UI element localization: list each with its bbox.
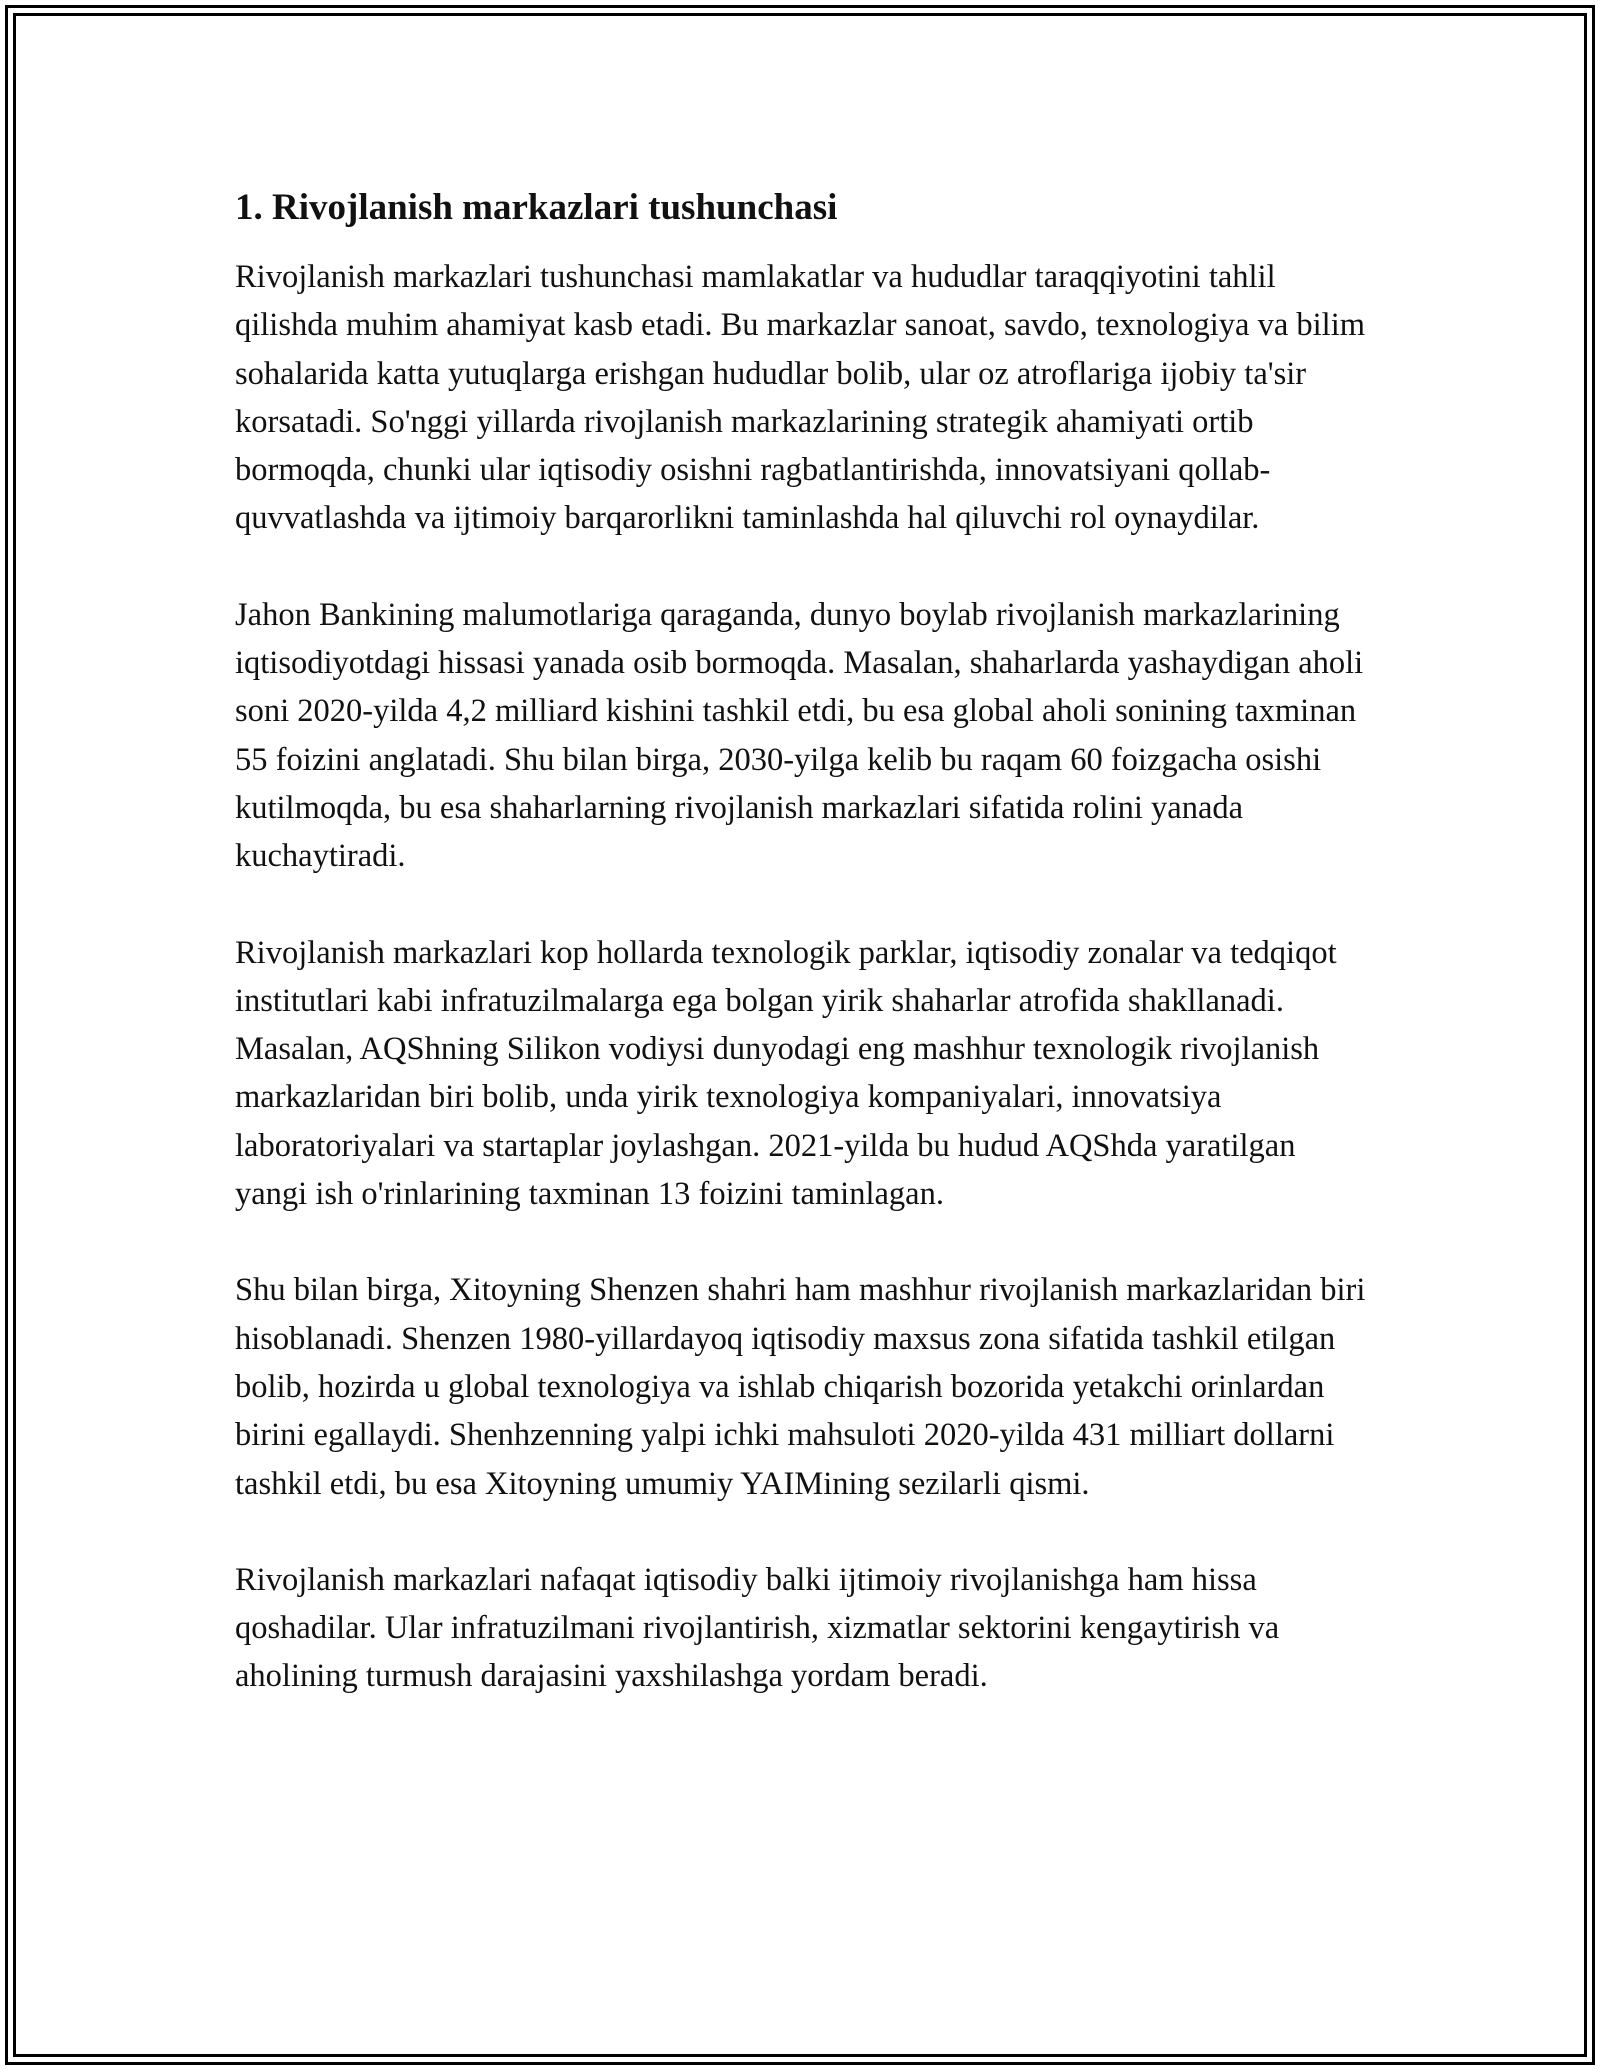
section-heading: 1. Rivojlanish markazlari tushunchasi bbox=[235, 187, 838, 228]
paragraph-1: Rivojlanish markazlari tushunchasi mamlakatlar va hududlar taraqqiyotini tahlil qilishda muhim ahamiyat kasb etadi. Bu markazlar sanoat, savdo, texnologiya va bilim sohalarida katta yutuqlarga erishgan hududlar bolib, ular oz atroflariga ijobiy ta'sir korsatadi. So'nggi yillarda rivojlanish markazlarining strategik ahamiyati ortib bormoqda, chunki ular iqtisodiy osishni ragbatlantirishda, innovatsiyani qollab-quvvatlashda va ijtimoiy barqarorlikni taminlashda hal qiluvchi rol oynaydilar. bbox=[235, 259, 1366, 537]
paragraph-4: Shu bilan birga, Xitoyning Shenzen shahri ham mashhur rivojlanish markazlaridan biri hisoblanadi. Shenzen 1980-yillardayoq iqtisodiy maxsus zona sifatida tashkil etilgan bolib, hozirda u global texnologiya va ishlab chiqarish bozorida yetakchi orinlardan birini egallaydi. Shenhzenning yalpi ichki mahsuloti 2020-yilda 431 milliart dollarni tashkil etdi, bu esa Xitoyning umumiy YAIMining sezilarli qismi. bbox=[235, 1272, 1366, 1502]
paragraph-3: Rivojlanish markazlari kop hollarda texnologik parklar, iqtisodiy zonalar va tedqiqot institutlari kabi infratuzilmalarga ega bolgan yirik shaharlar atrofida shakllanadi. Masalan, AQShning Silikon vodiysi dunyodagi eng mashhur texnologik rivojlanish markazlaridan biri bolib, unda yirik texnologiya kompaniyalari, innovatsiya laboratoriyalari va startaplar joylashgan. 2021-yilda bu hudud AQShda yaratilgan yangi ish o'rinlarining taxminan 13 foizini taminlagan. bbox=[235, 934, 1337, 1213]
document-body bbox=[235, 183, 1375, 1749]
paragraph-2: Jahon Bankining malumotlariga qaraganda, dunyo boylab rivojlanish markazlarining iqtisodiyotdagi hissasi yanada osib bormoqda. Masalan, shaharlarda yashaydigan aholi soni 2020-yilda 4,2 milliard kishini tashkil etdi, bu esa global aholi sonining taxminan 55 foizini anglatadi. Shu bilan birga, 2030-yilga kelib bu raqam 60 foizgacha osishi kutilmoqda, bu esa shaharlarning rivojlanish markazlari sifatida rolini yanada kuchaytiradi. bbox=[235, 596, 1364, 875]
paragraph-5: Rivojlanish markazlari nafaqat iqtisodiy balki ijtimoiy rivojlanishga ham hissa qoshadilar. Ular infratuzilmani rivojlantirish, xizmatlar sektorini kengaytirish va aholining turmush darajasini yaxshilashga yordam beradi. bbox=[235, 1561, 1280, 1695]
